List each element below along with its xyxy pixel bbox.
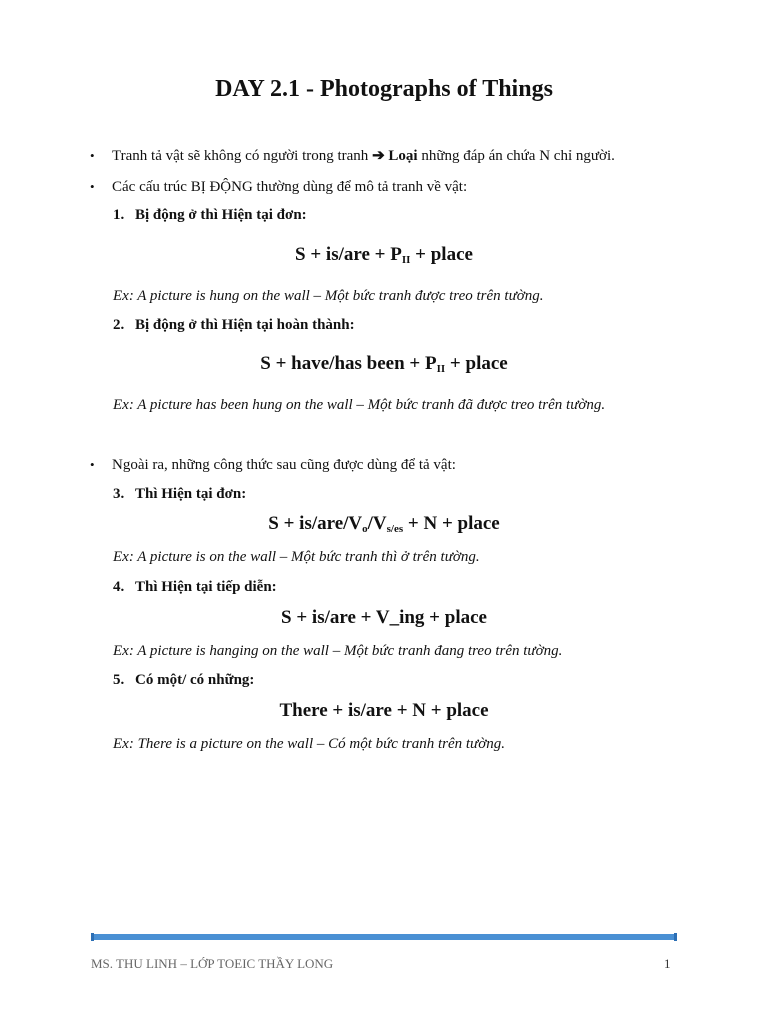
bullet-bold-text: Loại	[384, 148, 418, 164]
formula-3	[0, 511, 768, 537]
section-number: 1.	[113, 207, 125, 223]
page-number: 1	[664, 956, 671, 971]
section-heading-4	[113, 576, 277, 598]
formula-subscript: II	[401, 254, 411, 266]
bullet-item-no-people	[90, 145, 615, 167]
footer-divider	[91, 934, 677, 940]
bullet-dot-icon: •	[90, 457, 95, 472]
page-title: DAY 2.1 - Photographs of Things	[215, 76, 553, 102]
section-number: 2.	[113, 317, 125, 333]
footer-author: MS. THU LINH – LỚP TOEIC THẦY LONG	[91, 956, 334, 971]
example-4: Ex: A picture is hanging on the wall – Một bức tranh đang treo trên tường.	[113, 643, 563, 659]
formula-part: + place	[445, 353, 508, 374]
section-heading-text: Thì Hiện tại tiếp diễn:	[135, 579, 277, 595]
formula-part: S + is/are/V	[268, 513, 363, 534]
bullet-item-passive	[90, 176, 467, 198]
formula-5: There + is/are + N + place	[279, 700, 489, 721]
section-heading-text: Thì Hiện tại đơn:	[135, 486, 247, 502]
section-heading-text: Bị động ở thì Hiện tại đơn:	[135, 207, 307, 223]
section-heading-text: Bị động ở thì Hiện tại hoàn thành:	[135, 317, 355, 333]
example-5: Ex: There is a picture on the wall – Có một bức tranh trên tường.	[113, 736, 505, 752]
example-2: Ex: A picture has been hung on the wall – Một bức tranh đã được treo trên tường.	[113, 397, 606, 413]
section-number: 3.	[113, 486, 125, 502]
formula-subscript: s/es	[386, 523, 404, 535]
formula-2	[0, 351, 768, 377]
bullet-text: Các cấu trúc BỊ ĐỘNG thường dùng để mô tả tranh về vật:	[112, 179, 468, 195]
formula-part: + place	[410, 244, 473, 265]
formula-4: S + is/are + V_ing + place	[281, 607, 487, 628]
bullet-text: Ngoài ra, những công thức sau cũng được dùng để tả vật:	[112, 457, 456, 473]
formula-part: /V	[367, 513, 387, 534]
section-heading-5	[113, 669, 254, 691]
section-heading-2	[113, 314, 355, 336]
example-1: Ex: A picture is hung on the wall – Một bức tranh được treo trên tường.	[113, 288, 544, 304]
arrow-icon: ➔	[372, 148, 385, 164]
section-number: 4.	[113, 579, 125, 595]
bullet-text-tail: những đáp án chứa N chỉ người.	[417, 148, 615, 164]
bullet-text: Tranh tả vật sẽ không có người trong tranh	[112, 148, 373, 164]
formula-part: S + is/are + P	[295, 244, 402, 265]
formula-1	[0, 242, 768, 268]
section-heading-1	[113, 204, 307, 226]
section-heading-text: Có một/ có những:	[135, 672, 255, 688]
formula-subscript: II	[436, 363, 446, 375]
section-heading-3	[113, 483, 246, 505]
section-number: 5.	[113, 672, 125, 688]
bullet-item-other-formulas	[90, 454, 456, 476]
formula-part: S + have/has been + P	[260, 353, 437, 374]
formula-subscript: o	[362, 523, 368, 535]
bullet-dot-icon: •	[90, 148, 95, 163]
formula-part: + N + place	[403, 513, 500, 534]
bullet-dot-icon: •	[90, 179, 95, 194]
example-3: Ex: A picture is on the wall – Một bức tranh thì ở trên tường.	[113, 549, 480, 565]
